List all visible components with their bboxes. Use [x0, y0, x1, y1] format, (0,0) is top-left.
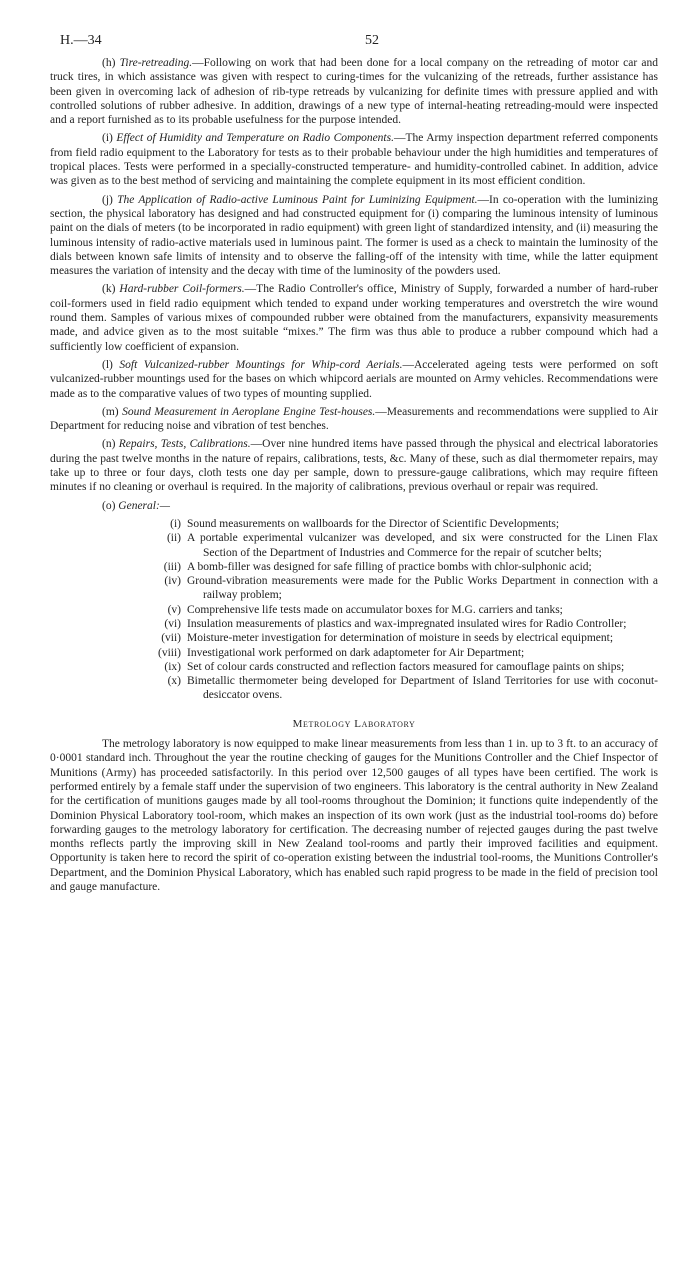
general-list	[50, 517, 658, 703]
item-number: (ii)	[166, 532, 181, 545]
paragraph-title: Tire-retreading.	[119, 57, 193, 69]
paragraph-title: Repairs, Tests, Calibrations.	[118, 438, 251, 451]
paragraph-title: Hard-rubber Coil-formers.	[119, 283, 245, 296]
list-item	[50, 531, 658, 560]
general-title: General:—	[118, 499, 171, 512]
paragraph-n	[50, 437, 658, 494]
item-number: (i)	[170, 517, 181, 530]
list-item	[50, 646, 658, 660]
paragraph-h	[50, 56, 658, 127]
list-item	[50, 517, 658, 531]
item-text: Sound measurements on wallboards for the Director of Scientific Developments;	[187, 517, 560, 530]
paragraph-m	[50, 405, 658, 434]
item-number: (x)	[167, 675, 181, 688]
list-item	[50, 603, 658, 617]
item-text: A bomb-filler was designed for safe filling of practice bombs with chlor-sulphonic acid;	[187, 560, 592, 573]
paragraph-label: (j)	[102, 193, 113, 206]
item-number: (v)	[167, 603, 181, 616]
paragraph-label: (m)	[102, 405, 119, 418]
paragraph-label: (k)	[102, 283, 116, 296]
paragraph-list	[50, 56, 658, 495]
general-label: (o)	[102, 499, 116, 512]
document-page	[50, 28, 658, 898]
item-text: Set of colour cards constructed and reflection factors measured for camouflage paints on ships;	[187, 660, 625, 673]
paragraph-text: —The Army inspection department referred components from field radio equipment to the Laboratory for tests as to their probable behaviour under the high humidities and temperatures of tropical places. Tests were performed in a specially-constructed temperature- and humidity-controlled cabinet. In addition, advice was given as to the best method of servicing and maintaining the complete equipment in its most efficient condition.	[50, 132, 659, 188]
list-item	[50, 660, 658, 674]
list-item	[50, 631, 658, 645]
paragraph-label: (l)	[102, 358, 113, 371]
paragraph-k	[50, 282, 658, 353]
paragraph-text: —Following on work that had been done for a local company on the retreading of motor car and truck tires, in which assistance was given with respect to curing-times for the vulcanizing of the retreads, further assistance has been given in overcoming lack of adhesion of rib-type retreads by vulcanizing for definite times with pressure applied and with controlled solutions of rubber adhesive. In addition, drawings of a new type of internal-heating retreading-mould were inspected and a report furnished as to its probable usefulness for the purpose intended.	[50, 57, 658, 127]
page-id: H.—34	[60, 33, 102, 48]
paragraph-label: (h)	[102, 57, 116, 69]
paragraph-title: Sound Measurement in Aeroplane Engine Test-houses.	[122, 405, 376, 418]
item-text: A portable experimental vulcanizer was developed, and six were constructed for the Linen Flax Section of the Department of Industries and Commerce for the repair of scutcher belts;	[187, 532, 658, 559]
paragraph-label: (n)	[102, 438, 116, 451]
item-text: Insulation measurements of plastics and wax-impregnated insulated wires for Radio Controller;	[187, 617, 627, 630]
item-number: (iii)	[163, 560, 181, 573]
paragraph-text: —Accelerated ageing tests were performed on soft vulcanized-rubber mountings used for the bases on which whipcord aerials are mounted on Army vehicles. Recommendations were made as to the comparative values of two types of mounting supplied.	[50, 358, 659, 400]
list-item	[50, 617, 658, 631]
paragraph-j	[50, 193, 658, 279]
item-text: Investigational work performed on dark adaptometer for Air Department;	[187, 646, 525, 659]
section-heading-metrology: Metrology Laboratory	[292, 717, 416, 730]
item-text: Comprehensive life tests made on accumulator boxes for M.G. carriers and tanks;	[187, 603, 563, 616]
paragraph-text: —Over nine hundred items have passed through the physical and electrical laboratories during the past twelve months in the nature of repairs, calibrations, tests, &c. Many of these, such as dial thermometer repairs, may take up to three or four days, cloth tests one day per sample, down to pressure-gauge calibrations, which may require fifteen minutes if no cleaning or overhaul is required. In the majority of calibrations, previous overhaul or repair was required.	[50, 438, 658, 494]
item-text: Ground-vibration measurements were made for the Public Works Department in connection with a railway problem;	[187, 575, 658, 602]
paragraph-title: Effect of Humidity and Temperature on Radio Components.	[116, 132, 394, 145]
list-item	[50, 574, 658, 603]
list-item	[50, 674, 658, 703]
item-text: Moisture-meter investigation for determination of moisture in seeds by electrical equipment;	[187, 632, 614, 645]
list-item	[50, 560, 658, 574]
item-text: Bimetallic thermometer being developed for Department of Island Territories for use with coconut-desiccator ovens.	[187, 675, 658, 702]
paragraph-i	[50, 131, 658, 188]
paragraph-l	[50, 358, 658, 401]
metrology-paragraph: The metrology laboratory is now equipped to make linear measurements from less than 1 in. up to 3 ft. to an accuracy of 0·0001 standard inch. Throughout the year the routine checking of gauges for the Munitions Controller and the Chief Inspector of Munitions (Army) has proceeded satisfactorily. In this period over 12,500 gauges of all types have been certified. The work is performed entirely by a female staff under the supervision of two engineers. This laboratory is the central authority in New Zealand for the certification of munitions gauges made by all tool-rooms throughout the Dominion; it functions quite independently of the Dominion Physical Laboratory tool-room, which makes an inspection of its own work (just as the industrial tool-rooms do) before forwarding gauges to the metrology laboratory for certification. The decreasing number of rejected gauges during the past twelve months reflects partly the improving skill in New Zealand tool-rooms and partly their improved facilities and equipment. Opportunity is taken here to record the spirit of co-operation existing between the industrial tool-rooms, the Munitions Controller's Department, and the Dominion Physical Laboratory, which has enabled such rapid progress to be made in the field of precision tool and gauge manufacture.	[50, 738, 658, 894]
item-number: (ix)	[164, 660, 181, 673]
item-number: (viii)	[158, 646, 181, 659]
paragraph-title: Soft Vulcanized-rubber Mountings for Whip-cord Aerials.	[119, 358, 403, 371]
item-number: (vii)	[161, 632, 181, 645]
paragraph-text: —In co-operation with the luminizing section, the physical laboratory has designed and had constructed equipment for (i) comparing the luminous intensity of luminous paint on the dials of meters (to be incorporated in radio equipment) with green light of standardized intensity, and (ii) measuring the luminous intensity of radio-active materials used in luminous paint. The former is used as a check to maintain the luminosity of the dials between known safe limits of intensity and to observe the falling-off of the intensity with time, while the latter equipment measures the variation of intensity and the decay with time of the luminosity of the powders used.	[50, 193, 658, 278]
paragraph-text: —Measurements and recommendations were supplied to Air Department for reducing noise and vibration of test benches.	[50, 405, 659, 433]
item-number: (vi)	[164, 617, 181, 630]
paragraph-label: (i)	[102, 132, 113, 145]
general-heading	[50, 499, 658, 513]
page-header	[50, 28, 658, 50]
paragraph-title: The Application of Radio-active Luminous Paint for Luminizing Equipment.	[117, 193, 478, 206]
page-number: 52	[365, 33, 379, 48]
paragraph-text: —The Radio Controller's office, Ministry of Supply, forwarded a number of hard-ruber coil-formers used in field radio equipment which tended to expand under working temperatures and overstretch the wire wound round them. Samples of various mixes of compounded rubber were obtained from the manufacturers, expansivity measurements made, and advice given as to the most suitable “mixes.” The firm was thus able to produce a rubber compound which had a sufficiently low coefficient of expansion.	[50, 283, 659, 353]
item-number: (iv)	[164, 575, 181, 588]
